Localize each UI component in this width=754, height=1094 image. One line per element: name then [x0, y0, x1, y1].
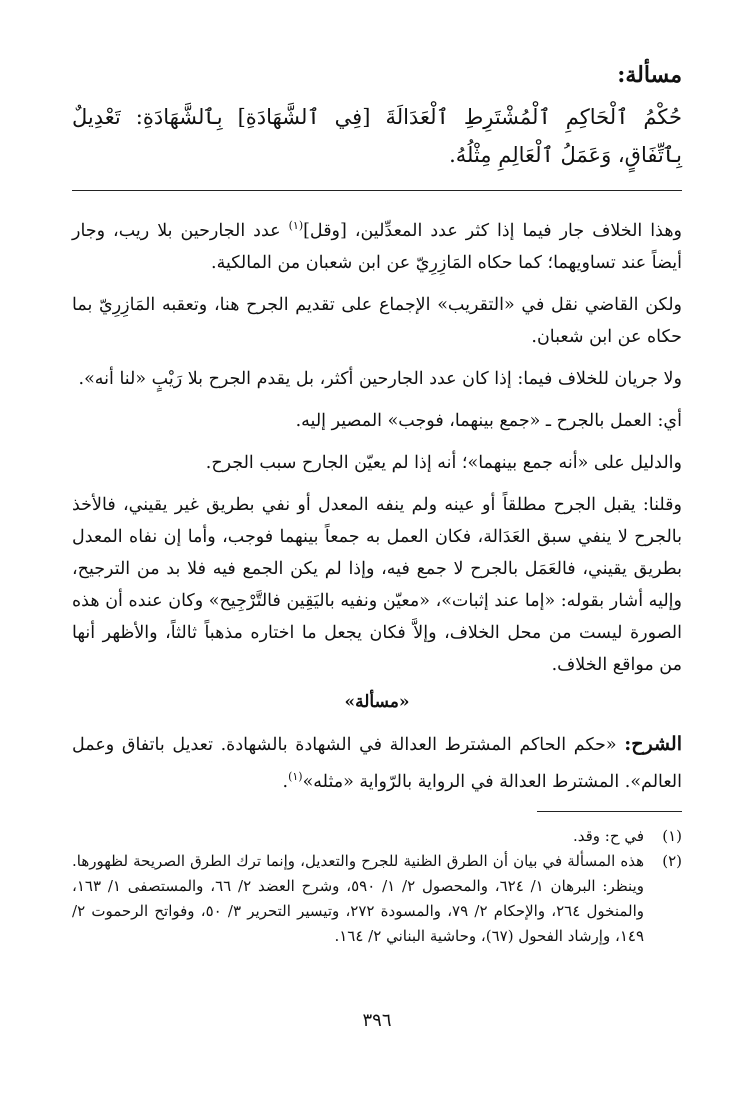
paragraph-1	[72, 210, 682, 279]
sharh-label: الشرح:	[624, 733, 682, 755]
matn-text: حُكْمُ ٱلْحَاكِمِ ٱلْمُشْتَرِطِ ٱلْعَدَالَةَ [فِي ٱلشَّهَادَةِ] بِٱلشَّهَادَةِ: تَعْدِيلٌ بِٱتِّفَاقٍ، وَعَمَلُ ٱلْعَالِمِ مِثْلُهُ.	[72, 105, 682, 167]
footnote-1	[72, 824, 682, 849]
footnote-text: في ح: وقد.	[572, 827, 644, 845]
page-number: ٣٩٦	[362, 1010, 392, 1031]
sharh-paragraph	[72, 728, 682, 798]
footnote-2	[72, 849, 682, 949]
paragraph-1-start: وهذا الخلاف جار فيما إذا كثر عدد المعدِّلين، [وقل]	[303, 220, 682, 241]
footnotes	[72, 824, 682, 949]
sharh-end: .	[282, 771, 289, 792]
paragraph-5: والدليل على «أنه جمع بينهما»؛ أنه إذا لم يعيّن الجارح سبب الجرح.	[205, 452, 682, 473]
section-heading: «مسألة»	[344, 692, 410, 712]
footnote-text: هذه المسألة في بيان أن الطرق الظنية للجرح والتعديل، وإنما ترك الطرق الصريحة لظهورها. وينظر: البرهان ١/ ٦٢٤، والمحصول ٢/ ١/ ٥٩٠، وشرح العضد ٢/ ٦٦، والمستصفى ١/ ١٦٣، والمنخول ٢٦٤، والإحكام ٢/ ٧٩، والمسودة ٢٧٢، وتيسير التحرير ٣/ ٥٠، وفواتح الرحموت ٢/ ١٤٩، وإرشاد الفحول (٦٧)، وحاشية البناني ٢/ ١٦٤.	[72, 852, 645, 945]
sharh-text: «حكم الحاكم المشترط العدالة في الشهادة بالشهادة. تعديل باتفاق وعمل العالم». المشترط العدالة في الرواية بالرّواية «مثله»	[72, 735, 682, 792]
footnote-ref-sharh: (١)	[288, 770, 303, 783]
paragraph-4: أي: العمل بالجرح ـ «جمع بينهما، فوجب» المصير إليه.	[295, 410, 682, 431]
paragraph-1-rest: عدد الجارحين بلا ريب، وجار أيضاً عند تساويهما؛ كما حكاه المَازِرِيّ عن ابن شعبان من المالكية.	[72, 220, 682, 273]
footnote-ref-1: (١)	[288, 219, 304, 232]
paragraph-2: ولكن القاضي نقل في «التقريب» الإجماع على تقديم الجرح هنا، وتعقبه المَازِرِيّ بما حكاه عن ابن شعبان.	[72, 294, 682, 347]
footnote-number: (١)	[662, 827, 682, 845]
footnote-divider	[537, 811, 682, 812]
paragraph-6: وقلنا: يقبل الجرح مطلقاً أو عينه ولم ينفه المعدل أو نفي بطريق غير يقيني، فالأخذ بالجرح لا ينفي سبق العَدَالة، فكان العمل به جمعاً بينهما فوجب، وأما إن نفاه المعدل بطريق يقيني، فالعَمَل بالجرح لا جمع فيه، وإذا لم يكن الجمع فيه فلا بد من الترجيح، وإليه أشار بقوله: «إما عند إثبات»، «معيّن ونفيه باليَقِين فالتَّرْجِيح» وكان عنده أن هذه الصورة ليست من محل الخلاف، وإلاَّ فكان يجعل ما اختاره مذهباً ثالثاً، والأظهر أنها من مواقع الخلاف.	[72, 494, 682, 675]
paragraph-3: ولا جريان للخلاف فيما: إذا كان عدد الجارحين أكثر، بل يقدم الجرح بلا رَيْبٍ «لنا أنه».	[78, 368, 682, 389]
commentary-body	[72, 210, 682, 681]
matn-heading: مسألة:	[617, 62, 682, 88]
matn-divider	[72, 190, 682, 191]
footnote-number: (٢)	[662, 852, 682, 870]
